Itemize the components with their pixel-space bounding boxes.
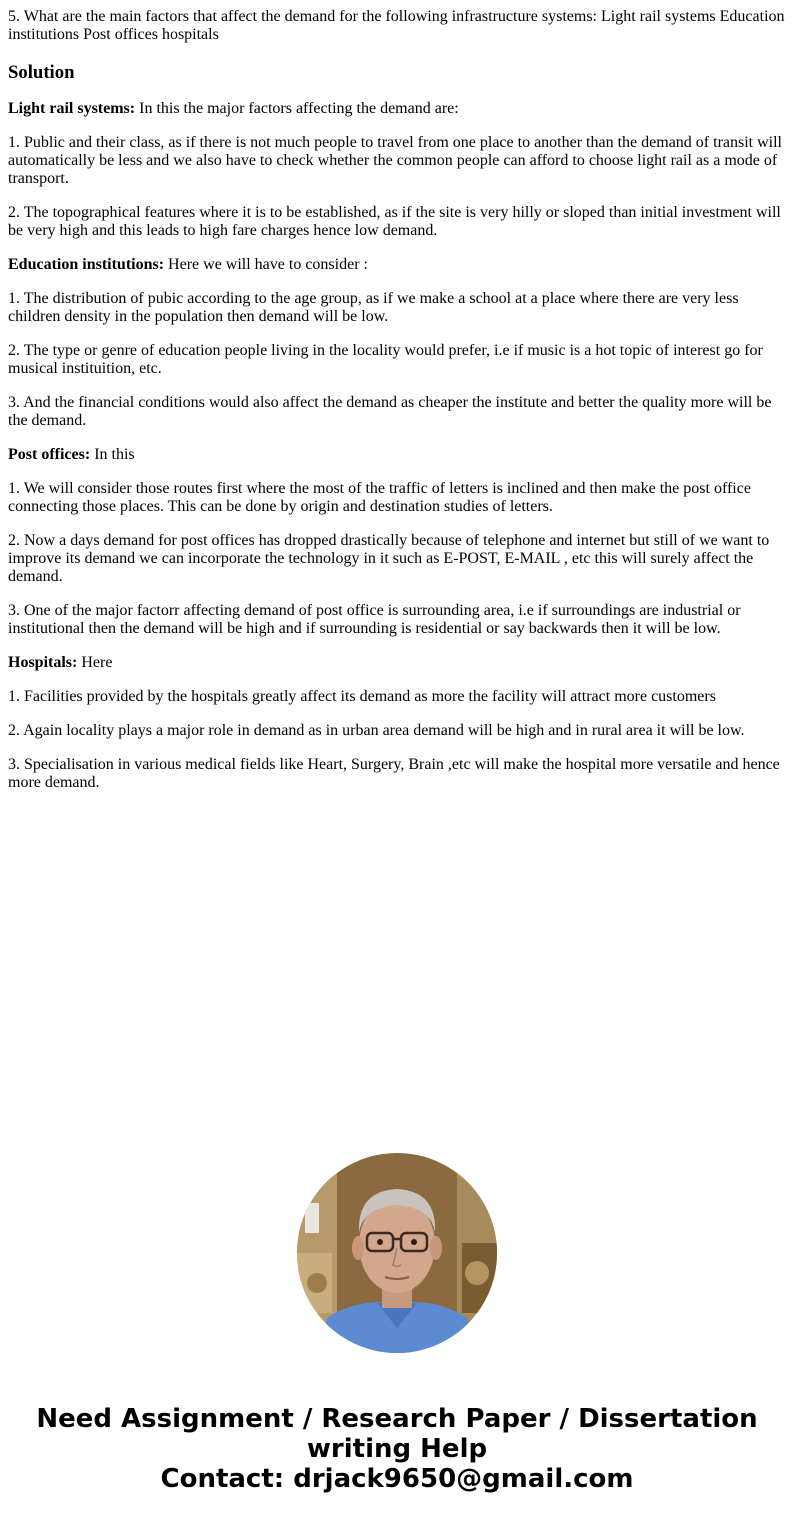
post-offices-point-3: 3. One of the major factorr affecting demand of post office is surrounding area, i.e if surroundings are industrial or institutional then the demand will be high and if surrounding is residential or say backwards then it will be low. — [8, 602, 741, 637]
post-offices-intro-text: In this — [90, 446, 135, 463]
education-point-3: 3. And the financial conditions would also affect the demand as cheaper the institute and better the quality more will be the demand. — [8, 394, 772, 429]
education-point-2: 2. The type or genre of education people living in the locality would prefer, i.e if music is a hot topic of interest go for musical instituition, etc. — [8, 342, 763, 377]
solution-heading: Solution — [8, 62, 75, 83]
post-offices-intro — [8, 446, 786, 464]
light-rail-point-2: 2. The topographical features where it is to be established, as if the site is very hilly or sloped than initial investment will be very high and this leads to high fare charges hence low demand. — [8, 204, 781, 239]
author-photo — [297, 1153, 497, 1353]
hospitals-title: Hospitals: — [8, 654, 78, 671]
promo-line-1: Need Assignment / Research Paper / Dissertation — [36, 1404, 758, 1434]
hospitals-point-2: 2. Again locality plays a major role in demand as in urban area demand will be high and in rural area it will be low. — [8, 722, 745, 739]
education-intro-text: Here we will have to consider : — [164, 256, 368, 273]
education-point-1: 1. The distribution of pubic according to the age group, as if we make a school at a place where there are very less children density in the population then demand will be low. — [8, 290, 739, 325]
education-intro — [8, 256, 786, 274]
light-rail-intro — [8, 100, 786, 118]
hospitals-intro-text: Here — [77, 654, 113, 671]
light-rail-point-1: 1. Public and their class, as if there is not much people to travel from one place to another than the demand of transit will automatically be less and we also have to check whether the common people can afford to choose light rail as a mode of transport. — [8, 134, 782, 187]
hospitals-point-1: 1. Facilities provided by the hospitals greatly affect its demand as more the facility will attract more customers — [8, 688, 716, 705]
education-title: Education institutions: — [8, 256, 165, 273]
question-text: 5. What are the main factors that affect the demand for the following infrastructure systems: Light rail systems Education institutions Post offices hospitals — [8, 8, 785, 43]
post-offices-point-2: 2. Now a days demand for post offices has dropped drastically because of telephone and internet but still of we want to improve its demand we can incorporate the technology in it such as E-POST, E-MAIL , etc this will surely affect the demand. — [8, 532, 770, 585]
promo-contact: Contact: drjack9650@gmail.com — [160, 1464, 634, 1494]
post-offices-point-1: 1. We will consider those routes first where the most of the traffic of letters is inclined and then make the post office connecting those places. This can be done by origin and destination studies of letters. — [8, 480, 751, 515]
light-rail-intro-text: In this the major factors affecting the demand are: — [135, 100, 459, 117]
promo-banner — [0, 1404, 794, 1494]
promo-line-2: writing Help — [306, 1434, 488, 1464]
hospitals-intro — [8, 654, 786, 672]
document-body — [8, 8, 786, 792]
post-offices-title: Post offices: — [8, 446, 91, 463]
hospitals-point-3: 3. Specialisation in various medical fields like Heart, Surgery, Brain ,etc will make the hospital more versatile and hence more demand. — [8, 756, 780, 791]
light-rail-title: Light rail systems: — [8, 100, 136, 117]
